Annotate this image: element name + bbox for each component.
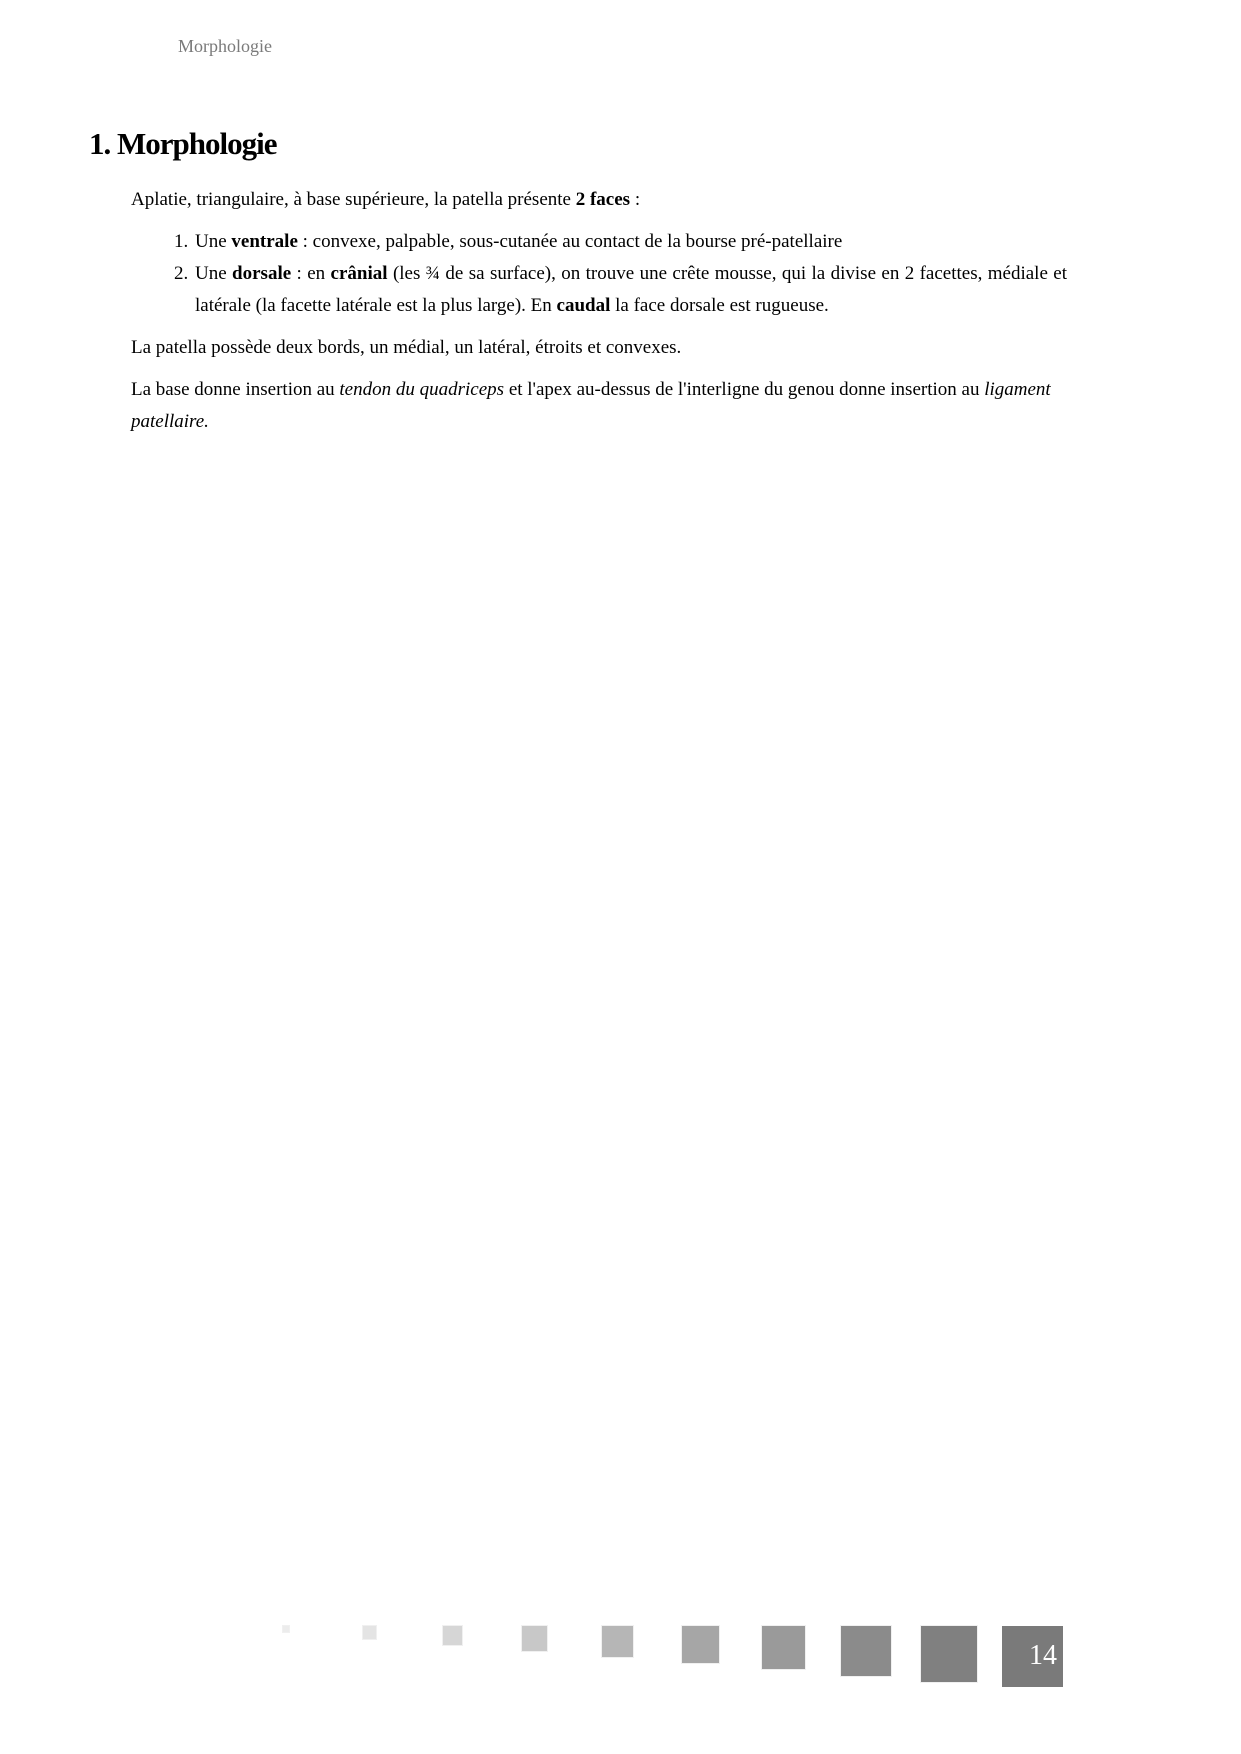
intro-text: Aplatie, triangulaire, à base supérieure, la patella présente (131, 189, 576, 210)
faces-list (131, 226, 1067, 322)
insertion-text: La base donne insertion au (131, 379, 340, 400)
insertion-italic: ligament patellaire. (131, 379, 1051, 432)
intro-text-end: : (630, 189, 641, 210)
insertion-text: et l'apex au-dessus de l'interligne du genou donne insertion au (504, 379, 985, 400)
body-content (131, 184, 1067, 448)
page-number: 14 (1002, 1626, 1063, 1687)
section-heading: 1. Morphologie (89, 126, 277, 161)
borders-paragraph: La patella possède deux bords, un médial, un latéral, étroits et convexes. (131, 337, 682, 358)
footer-square (762, 1626, 805, 1669)
footer-square (283, 1626, 289, 1632)
footer-square (443, 1626, 462, 1645)
list-item-bold: caudal (556, 295, 611, 316)
running-header: Morphologie (178, 36, 272, 56)
footer-square (522, 1626, 547, 1651)
insertion-italic: tendon du quadriceps (339, 379, 505, 400)
list-item-text: : en (291, 263, 331, 284)
list-item-text: la face dorsale est rugueuse. (610, 295, 829, 316)
footer-square (682, 1626, 719, 1663)
list-item-text: : convexe, palpable, sous-cutanée au contact de la bourse pré-patellaire (297, 231, 843, 252)
list-item-bold: ventrale (231, 231, 298, 252)
intro-bold: 2 faces (575, 189, 631, 210)
list-item-bold: crânial (330, 263, 388, 284)
footer-square (921, 1626, 977, 1682)
list-item-dorsale (193, 258, 1067, 322)
list-item-prefix: Une (195, 263, 233, 284)
insertion-paragraph (131, 374, 1067, 438)
list-item-text: (les ¾ de sa surface), on trouve une crête mousse, qui la divise en 2 facettes, médiale et latérale (la facette latérale est la plus large). En (195, 263, 1067, 316)
intro-paragraph (131, 184, 1067, 216)
list-item-prefix: Une (195, 231, 232, 252)
list-item-bold: dorsale (232, 263, 292, 284)
footer-square (602, 1626, 633, 1657)
footer-square (363, 1626, 376, 1639)
list-item-ventrale (193, 226, 1067, 258)
footer-square (841, 1626, 891, 1676)
